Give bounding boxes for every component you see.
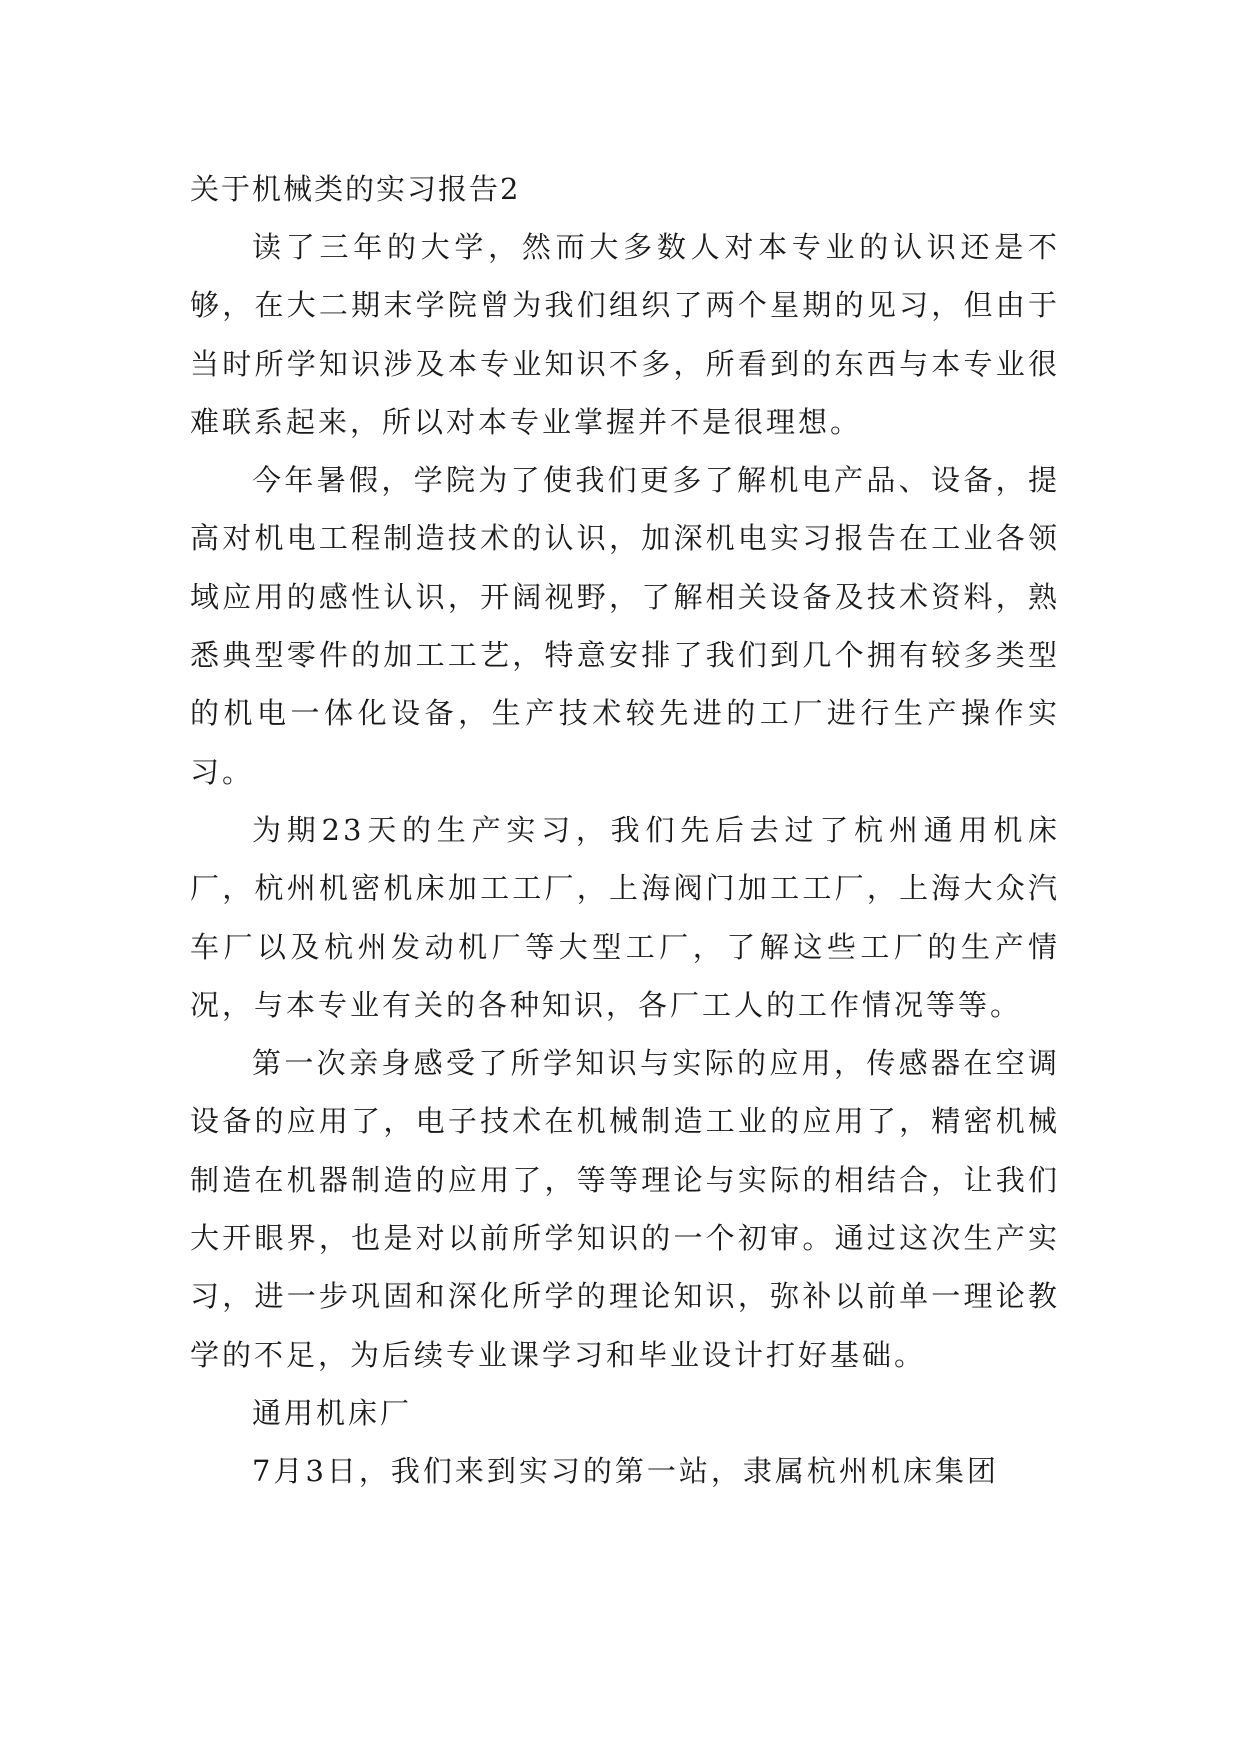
paragraph-experience: 第一次亲身感受了所学知识与实际的应用，传感器在空调设备的应用了，电子技术在机械制造工业的应用了，精密机械制造在机器制造的应用了，等等理论与实际的相结合，让我们大开眼界，也是对以前所学知识的一个初审。通过这次生产实习，进一步巩固和深化所学的理论知识，弥补以前单一理论教学的不足，为后续专业课学习和毕业设计打好基础。 bbox=[190, 1046, 1060, 1372]
document-body bbox=[190, 160, 1060, 1501]
section-heading-general-machine-tool-factory: 通用机床厂 bbox=[252, 1395, 413, 1430]
paragraph-intro: 读了三年的大学，然而大多数人对本专业的认识还是不够，在大二期末学院曾为我们组织了两个星期的见习，但由于当时所学知识涉及本专业知识不多，所看到的东西与本专业很难联系起来，所以对本专业掌握并不是很理想。 bbox=[190, 230, 1060, 439]
paragraph-purpose: 今年暑假，学院为了使我们更多了解机电产品、设备，提高对机电工程制造技术的认识，加深机电实习报告在工业各领域应用的感性认识，开阔视野，了解相关设备及技术资料，熟悉典型零件的加工工艺，特意安排了我们到几个拥有较多类型的机电一体化设备，生产技术较先进的工厂进行生产操作实习。 bbox=[190, 463, 1060, 789]
paragraph-factories: 为期23天的生产实习，我们先后去过了杭州通用机床厂，杭州机密机床加工工厂，上海阀门加工工厂，上海大众汽车厂以及杭州发动机厂等大型工厂，了解这些工厂的生产情况，与本专业有关的各种知识，各厂工人的工作情况等等。 bbox=[190, 812, 1060, 1022]
paragraph-first-stop: 7月3日，我们来到实习的第一站，隶属杭州机床集团 bbox=[252, 1454, 999, 1489]
document-title: 关于机械类的实习报告2 bbox=[190, 172, 521, 206]
